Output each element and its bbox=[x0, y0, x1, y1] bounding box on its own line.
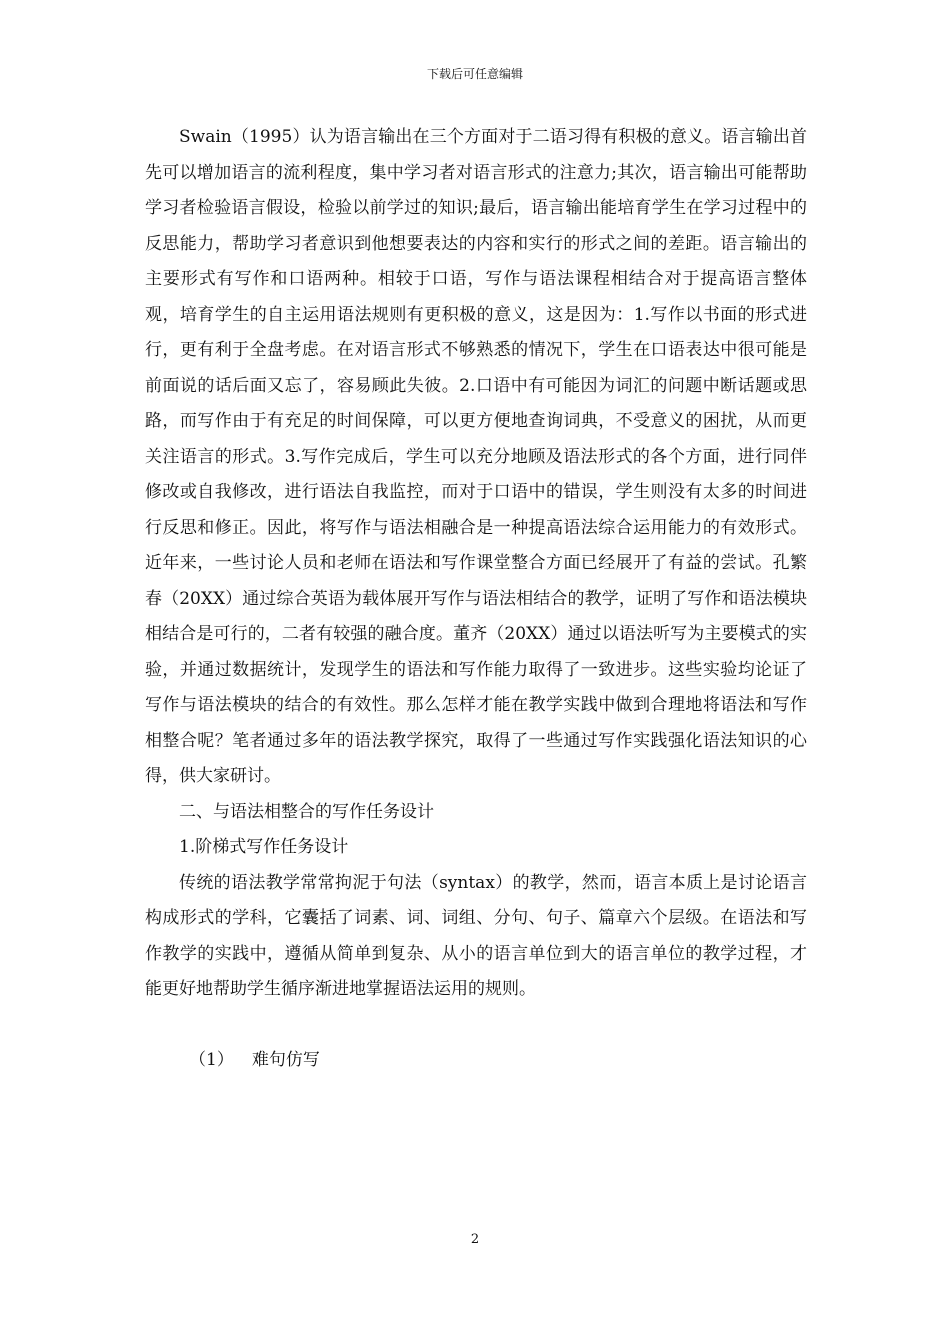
section-heading: 二、与语法相整合的写作任务设计 bbox=[179, 801, 434, 822]
list-title: 难句仿写 bbox=[251, 1049, 320, 1070]
page-number: 2 bbox=[470, 1232, 480, 1247]
list-number: （1） bbox=[189, 1049, 234, 1070]
blank-line bbox=[145, 1008, 807, 1043]
list-heading bbox=[145, 1043, 807, 1079]
subsection-heading: 1.阶梯式写作任务设计 bbox=[179, 837, 349, 857]
page-header: 下载后可任意编辑 bbox=[426, 67, 523, 81]
document-body bbox=[145, 120, 807, 1078]
paragraph-swain: Swain（1995）认为语言输出在三个方面对于二语习得有积极的意义。语言输出首先可以增加语言的流利程度，集中学习者对语言形式的注意力;其次，语言输出可能帮助学习者检验语言假设，检验以前学过的知识;最后，语言输出能培育学生在学习过程中的反思能力，帮助学习者意识到他想要表达的内容和实行的形式之间的差距。语言输出的主要形式有写作和口语两种。相较于口语，写作与语法课程相结合对于提高语言整体观，培育学生的自主运用语法规则有更积极的意义，这是因为：1.写作以书面的形式进行，更有利于全盘考虑。在对语言形式不够熟悉的情况下，学生在口语表达中很可能是前面说的话后面又忘了，容易顾此失彼。2.口语中有可能因为词汇的问题中断话题或思路，而写作由于有充足的时间保障，可以更方便地查询词典，不受意义的困扰，从而更关注语言的形式。3.写作完成后，学生可以充分地顾及语法形式的各个方面，进行同伴修改或自我修改，进行语法自我监控，而对于口语中的错误，学生则没有太多的时间进行反思和修正。因此，将写作与语法相融合是一种提高语法综合运用能力的有效形式。近年来，一些讨论人员和老师在语法和写作课堂整合方面已经展开了有益的尝试。孔繁春（20XX）通过综合英语为载体展开写作与语法相结合的教学，证明了写作和语法模块相结合是可行的，二者有较强的融合度。董齐（20XX）通过以语法听写为主要模式的实验，并通过数据统计，发现学生的语法和写作能力取得了一致进步。这些实验均论证了写作与语法模块的结合的有效性。那么怎样才能在教学实践中做到合理地将语法和写作相整合呢？笔者通过多年的语法教学探究，取得了一些通过写作实践强化语法知识的心得，供大家研讨。 bbox=[145, 127, 807, 786]
paragraph-traditional-grammar: 传统的语法教学常常拘泥于句法（syntax）的教学，然而，语言本质上是讨论语言构成形式的学科，它囊括了词素、词、词组、分句、句子、篇章六个层级。在语法和写作教学的实践中，遵循从简单到复杂、从小的语言单位到大的语言单位的教学过程，才能更好地帮助学生循序渐进地掌握语法运用的规则。 bbox=[145, 872, 807, 999]
